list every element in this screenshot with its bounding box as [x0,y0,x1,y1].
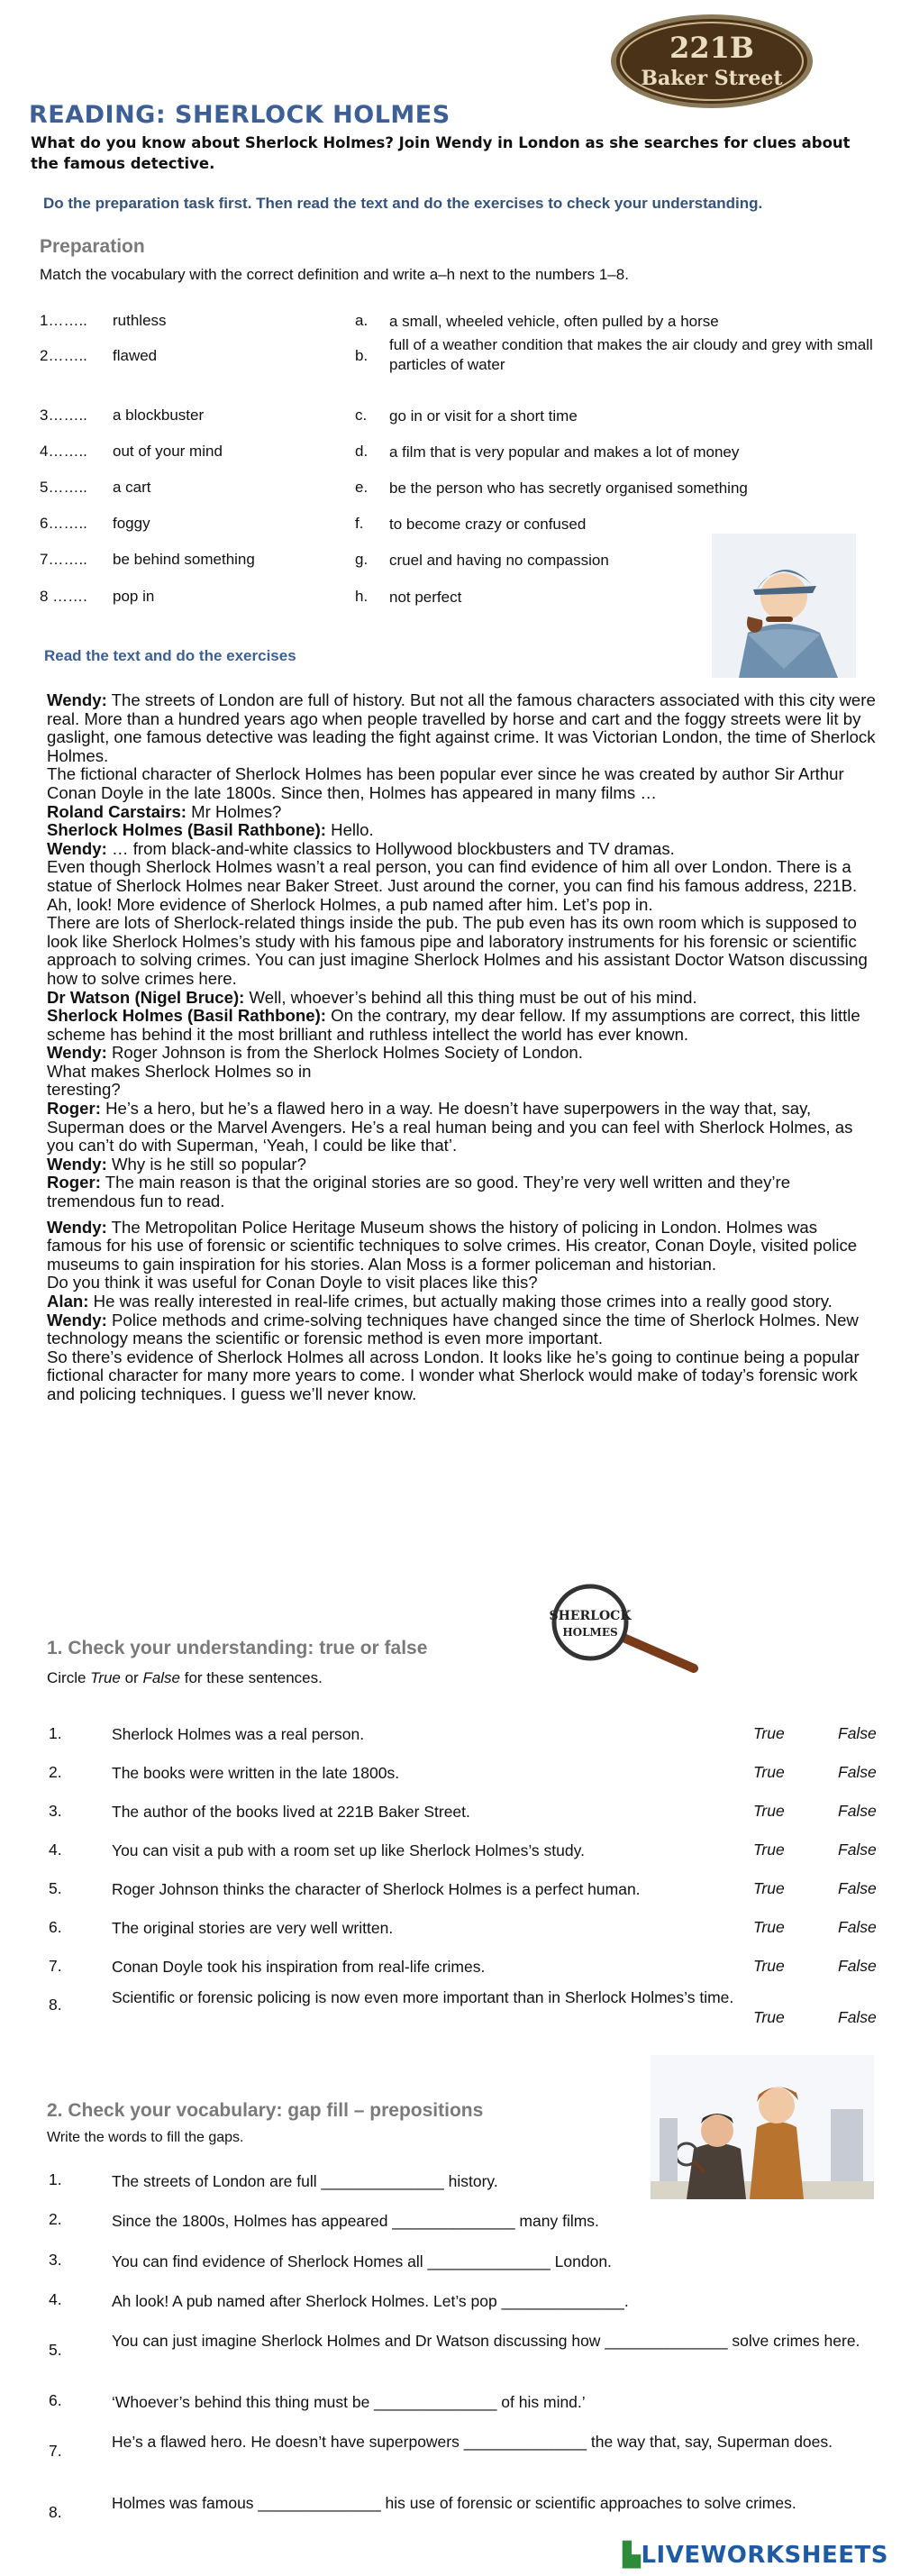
vocab-answer-blank[interactable]: 1…….. [40,312,87,329]
false-option[interactable]: False [838,1802,877,1820]
speaker-label: Dr Watson (Nigel Bruce): [47,987,245,1007]
speaker-label: Wendy: [47,1154,107,1174]
item-number: 1. [49,1724,62,1742]
speech-text: The fictional character of Sherlock Holmes has been popular ever since he was created by author Sir Arthur Conan Doyle in the late 1800s. Since then, Holmes has appeared in many films … [47,764,844,802]
reading-paragraph [47,989,876,1008]
statement-text: The original stories are very well written. [112,1919,394,1937]
true-option[interactable]: True [753,1841,785,1859]
true-option[interactable]: True [753,1957,785,1975]
intro-text: What do you know about Sherlock Holmes? Join Wendy in London as she searches for clues about the famous detective. [31,134,851,172]
speech-text: teresting? [47,1080,121,1100]
vocab-answer-blank[interactable]: 5…….. [40,479,87,496]
baker-street-plaque [604,7,820,115]
gap-sentence[interactable]: The streets of London are full ______________ history. [112,2172,498,2190]
definition-text: not perfect [389,589,462,606]
false-option[interactable]: False [838,2008,877,2026]
reading-paragraph [47,1063,876,1082]
item-number: 2. [49,2210,62,2228]
gap-sentence[interactable]: Since the 1800s, Holmes has appeared ______________ many films. [112,2212,599,2230]
speech-text: Hello. [325,820,374,840]
speech-text: Why is he still so popular? [106,1154,306,1174]
reading-paragraph [47,840,876,859]
speaker-label: Sherlock Holmes (Basil Rathbone): [47,1006,326,1026]
speech-text: Even though Sherlock Holmes wasn’t a real person, you can find evidence of him all over London. There is a statue of Sherlock Holmes near Baker Street. Just around the corner, you can find his famous address, 221B. Ah, look! More evidence of Sherlock Holmes, a pub named after him. Let’s pop in. [47,857,858,914]
speech-text: He’s a hero, but he’s a flawed hero in a way. He doesn’t have superpowers in the way that, say, Superman does or the Marvel Avengers. He’s a real human being and you can feel with Sherlock Holmes, as you can’t do with Superman, ‘Yeah, I could be like that’. [47,1099,853,1156]
magnifier-line2: HOLMES [562,1626,618,1639]
plaque-line1: 221B [669,31,754,65]
speech-text: The Metropolitan Police Heritage Museum shows the history of policing in London. Holmes was famous for his use of forensic or scientific techniques to solve crimes. His creator, Conan Doyle, visited police museums to gain inspiration for his stories. Alan Moss is a former policeman and historian. [47,1217,858,1274]
item-number: 6. [49,1918,62,1936]
definition-letter: c. [355,406,368,424]
speech-text: … from black-and-white classics to Hollywood blockbusters and TV dramas. [106,838,675,858]
item-number: 6. [49,2391,62,2409]
speech-text: Mr Holmes? [187,801,282,821]
reading-paragraph [47,691,876,765]
exercise1-instruction: Circle True or False for these sentences. [47,1669,323,1686]
false-option[interactable]: False [838,1841,877,1859]
reading-paragraph [47,1311,876,1348]
vocab-answer-blank[interactable]: 2…….. [40,347,87,364]
vocab-answer-blank[interactable]: 8 ……. [40,588,87,605]
reading-paragraph [47,765,876,802]
item-number: 7. [49,2442,62,2460]
reading-paragraph [47,1348,876,1404]
speaker-label: Roger: [47,1173,101,1192]
vocab-word: flawed [113,347,158,364]
definition-letter: b. [355,347,369,364]
speech-text: What makes Sherlock Holmes so in [47,1061,312,1081]
gap-sentence[interactable]: Holmes was famous ______________ his use of forensic or scientific approaches to solve crimes. [112,2494,796,2512]
definition-text: cruel and having no compassion [389,552,609,569]
definition-letter: e. [355,479,369,496]
definition-letter: f. [355,515,364,532]
definition-letter: a. [355,312,369,329]
false-option[interactable]: False [838,1957,877,1975]
exercise1-heading: 1. Check your understanding: true or false [47,1638,428,1658]
definition-text: to become crazy or confused [389,516,587,533]
exercise2-instruction: Write the words to fill the gaps. [47,2130,244,2145]
gap-sentence[interactable]: ‘Whoever’s behind this thing must be ______________ of his mind.’ [112,2393,586,2411]
magnifier-line1: SHERLOCK [549,1609,632,1623]
speech-text: So there’s evidence of Sherlock Holmes all across London. It looks like he’s going to continue being a popular fictional character for many more years to come. I wonder what Sherlock would make of today’s forensic work and policing techniques. I guess we’ll never know. [47,1347,860,1403]
speaker-label: Wendy: [47,1217,107,1237]
reading-paragraph [47,1007,876,1044]
definition-text: be the person who has secretly organised something [389,480,748,497]
item-number: 8. [49,1996,62,2014]
reading-paragraph [47,1100,876,1156]
item-number: 8. [49,2503,62,2521]
item-number: 3. [49,1802,62,1820]
statement-text: Scientific or forensic policing is now even more important than in Sherlock Holmes’s time. [112,1988,734,2006]
definition-text: a small, wheeled vehicle, often pulled by a horse [389,313,719,330]
task-instruction: Do the preparation task first. Then read the text and do the exercises to check your understanding. [43,195,763,212]
logo-icon: ▙ [622,2542,642,2569]
speech-text: There are lots of Sherlock-related things inside the pub. The pub even has its own room which is supposed to look like Sherlock Holmes’s study with his famous pipe and laboratory instruments for his forensic or scientific approach to solving crimes. You can just imagine Sherlock Holmes and his assistant Doctor Watson discussing how to solve crimes here. [47,913,868,988]
speaker-label: Alan: [47,1292,89,1311]
speaker-label: Wendy: [47,1310,107,1329]
true-option[interactable]: True [753,1879,785,1897]
vocab-answer-blank[interactable]: 3…….. [40,406,87,424]
plaque-line2: Baker Street [641,67,783,90]
speaker-label: Roger: [47,1099,101,1119]
vocab-word: be behind something [113,551,255,568]
reading-paragraph [47,858,876,914]
speaker-label: Roland Carstairs: [47,801,187,821]
item-number: 4. [49,2290,62,2308]
reading-paragraph [47,1293,876,1311]
speech-text: On the contrary, my dear fellow. If my assumptions are correct, this little scheme has behind it the most brilliant and ruthless intellect the world has ever known. [47,1006,860,1044]
true-option[interactable]: True [753,2008,785,2026]
statement-text: The author of the books lived at 221B Baker Street. [112,1803,470,1821]
statement-text: Roger Johnson thinks the character of Sherlock Holmes is a perfect human. [112,1880,641,1898]
item-number: 7. [49,1957,62,1975]
speaker-label: Sherlock Holmes (Basil Rathbone): [47,820,326,840]
speech-text: Do you think it was useful for Conan Doyle to visit places like this? [47,1273,538,1293]
reading-paragraph [47,1044,876,1063]
item-number: 2. [49,1763,62,1781]
vocab-word: out of your mind [113,443,223,460]
true-option[interactable]: True [753,1763,785,1781]
preparation-subtitle: Match the vocabulary with the correct definition and write a–h next to the numbers 1–8. [40,266,629,283]
item-number: 3. [49,2251,62,2269]
vocab-word: ruthless [113,312,167,329]
vocab-word: a blockbuster [113,406,205,424]
speaker-label: Wendy: [47,690,107,709]
item-number: 4. [49,1841,62,1859]
true-option[interactable]: True [753,1918,785,1936]
false-option[interactable]: False [838,1879,877,1897]
vocab-answer-blank[interactable]: 4…….. [40,443,87,460]
speech-text: The main reason is that the original stories are so good. They’re very well written and they’re tremendous fun to read. [47,1173,791,1211]
item-number: 1. [49,2170,62,2188]
reading-text [47,691,876,1404]
definition-text: a film that is very popular and makes a lot of money [389,443,740,461]
false-option[interactable]: False [838,1724,877,1742]
definition-letter: d. [355,443,369,460]
reading-paragraph [47,1081,876,1100]
speech-text: The streets of London are full of history. But not all the famous characters associated with this city were real. More than a hundred years ago when people travelled by horse and cart and the foggy streets were lit by gaslight, one famous detective was leading the fight against crime. It was Victorian London, the time of Sherlock Holmes. [47,690,876,765]
speech-text: Well, whoever’s behind all this thing must be out of his mind. [244,987,697,1007]
liveworksheets-logo: ▙LIVEWORKSHEETS [622,2542,888,2569]
reading-paragraph [47,803,876,822]
speech-text: Police methods and crime-solving techniques have changed since the time of Sherlock Holmes. New technology means the scientific or forensic method is even more important. [47,1310,859,1348]
false-option[interactable]: False [838,1763,877,1781]
speech-text: Roger Johnson is from the Sherlock Holmes Society of London. [106,1043,583,1063]
definition-text: go in or visit for a short time [389,407,578,425]
vocab-word: a cart [113,479,151,496]
statement-text: The books were written in the late 1800s. [112,1764,400,1782]
definition-letter: h. [355,588,369,605]
reading-heading: Read the text and do the exercises [44,647,296,664]
speaker-label: Wendy: [47,838,107,858]
item-number: 5. [49,2341,62,2359]
definition-text: full of a weather condition that makes the air cloudy and grey with small particles of water [389,336,873,373]
gap-sentence[interactable]: Ah look! A pub named after Sherlock Holmes. Let’s pop ______________. [112,2292,629,2310]
speech-text: He was really interested in real-life crimes, but actually making those crimes into a really good story. [88,1292,833,1311]
definition-letter: g. [355,551,369,568]
false-option[interactable]: False [838,1918,877,1936]
reading-paragraph [47,1219,876,1274]
gap-sentence[interactable]: He’s a flawed hero. He doesn’t have superpowers ______________ the way that, say, Superman does. [112,2433,833,2451]
vocab-word: foggy [113,515,150,532]
statement-text: Conan Doyle took his inspiration from real-life crimes. [112,1958,486,1976]
page-title: READING: SHERLOCK HOLMES [29,101,450,129]
item-number: 5. [49,1879,62,1897]
preparation-heading: Preparation [40,236,145,257]
reading-paragraph [47,1156,876,1174]
true-option[interactable]: True [753,1724,785,1742]
sherlock-portrait-image [712,534,856,678]
vocab-word: pop in [113,588,155,605]
statement-text: Sherlock Holmes was a real person. [112,1725,365,1743]
true-option[interactable]: True [753,1802,785,1820]
reading-paragraph [47,1174,876,1210]
reading-paragraph [47,821,876,840]
vocab-answer-blank[interactable]: 6…….. [40,515,87,532]
sherlock-holmes-magnifier-logo [541,1582,703,1681]
speaker-label: Wendy: [47,1043,107,1063]
gap-sentence[interactable]: You can find evidence of Sherlock Homes all ______________ London. [112,2252,612,2270]
gap-sentence[interactable]: You can just imagine Sherlock Holmes and Dr Watson discussing how ______________ solve crimes here. [112,2332,860,2350]
reading-paragraph [47,1274,876,1293]
statement-text: You can visit a pub with a room set up like Sherlock Holmes’s study. [112,1841,585,1859]
vocab-answer-blank[interactable]: 7…….. [40,551,87,568]
exercise2-heading: 2. Check your vocabulary: gap fill – prepositions [47,2100,484,2121]
reading-paragraph [47,914,876,988]
